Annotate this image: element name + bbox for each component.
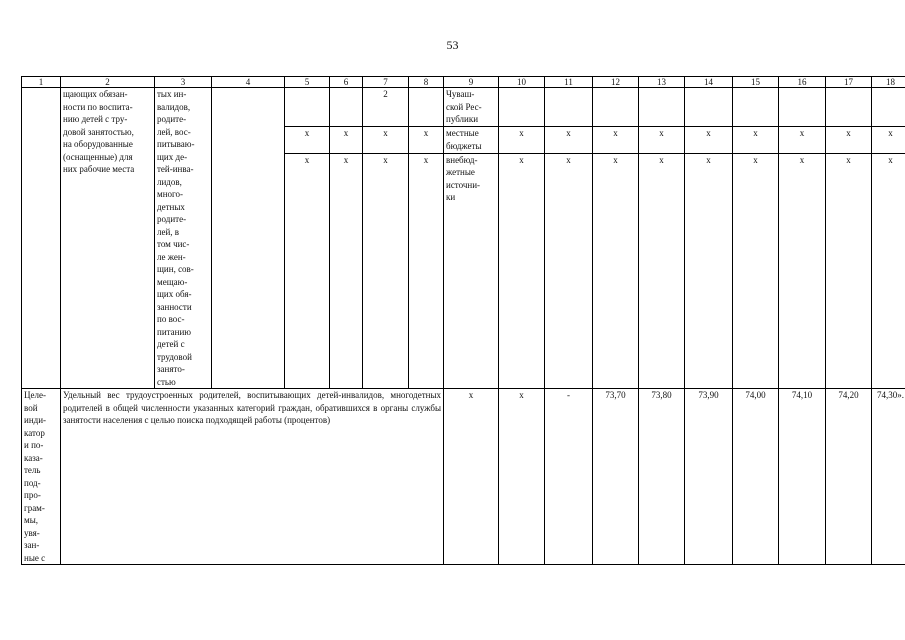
value-cell: x [363,127,409,153]
header-cell: 15 [733,77,779,88]
header-cell: 7 [363,77,409,88]
value-cell [779,88,826,127]
indicator-value-cell: 74,10 [779,389,826,565]
header-cell: 13 [639,77,685,88]
table-row [22,88,905,127]
header-cell: 10 [499,77,545,88]
value-cell [409,88,444,127]
value-cell: x [685,127,733,153]
value-cell: x [733,127,779,153]
indicator-value-cell: 73,90 [685,389,733,565]
value-cell: x [733,153,779,388]
value-cell [826,88,872,127]
header-cell: 14 [685,77,733,88]
empty-cell [22,88,61,389]
value-cell: x [639,127,685,153]
header-cell: 11 [545,77,593,88]
value-cell: x [499,389,545,565]
funding-source-cell: Чуваш- ской Рес- публики [444,88,499,127]
header-cell: 9 [444,77,499,88]
value-cell: x [409,127,444,153]
header-cell: 18 [872,77,905,88]
value-cell [545,88,593,127]
header-cell: 8 [409,77,444,88]
value-cell: x [444,389,499,565]
empty-cell [212,88,285,389]
header-cell: 16 [779,77,826,88]
value-cell [733,88,779,127]
indicator-value-cell: 74,30». [872,389,905,565]
value-cell: 2 [363,88,409,127]
value-cell: x [593,127,639,153]
value-cell: x [872,153,905,388]
funding-source-cell: местные бюджеты [444,127,499,153]
header-cell: 5 [285,77,330,88]
page-number: 53 [446,38,459,52]
program-table [21,76,905,565]
value-cell [285,88,330,127]
funding-source-cell: внебюд- жетные источни- ки [444,153,499,388]
value-cell: x [779,127,826,153]
value-cell: x [330,153,363,388]
value-cell: x [685,153,733,388]
value-cell: x [826,153,872,388]
value-cell [499,88,545,127]
header-cell: 12 [593,77,639,88]
value-cell: x [545,127,593,153]
value-cell [639,88,685,127]
indicator-label-cell: Целе- вой инди- катор и по- каза- тель под- про- грам- мы, увя- зан- ные с [22,389,61,565]
indicator-value-cell: 73,80 [639,389,685,565]
value-cell [593,88,639,127]
header-cell: 3 [155,77,212,88]
value-cell: x [545,153,593,388]
indicator-value-cell: 74,20 [826,389,872,565]
value-cell: x [330,127,363,153]
indicator-row [22,389,905,565]
header-cell: 2 [61,77,155,88]
header-row [22,77,905,88]
header-cell: 6 [330,77,363,88]
value-cell [872,88,905,127]
value-cell [330,88,363,127]
value-cell: x [593,153,639,388]
value-cell: x [826,127,872,153]
value-cell: - [545,389,593,565]
participants-cell: тых ин- валидов, родите- лей, вос- питываю- щих де- тей-инва- лидов, много- детных родите- лей, в том чис- ле жен- щин, сов- мещаю- щих обя- занности по вос- питанию детей с трудовой занято- стью [155,88,212,389]
value-cell: x [363,153,409,388]
event-description-cell: щающих обязан- ности по воспита- нию детей с тру- довой занятостью, на оборудованные (оснащенные) для них рабочие места [61,88,155,389]
header-cell: 4 [212,77,285,88]
value-cell: x [872,127,905,153]
value-cell: x [409,153,444,388]
value-cell: x [285,127,330,153]
value-cell: x [499,153,545,388]
indicator-description-cell: Удельный вес трудоустроенных родителей, воспитывающих детей-инвалидов, многодетных родителей в общей численности указанных категорий граждан, обратившихся в органы службы занятости населения с целью поиска подходящей работы (процентов) [61,389,444,565]
value-cell: x [779,153,826,388]
indicator-value-cell: 73,70 [593,389,639,565]
value-cell: x [499,127,545,153]
value-cell [685,88,733,127]
value-cell: x [639,153,685,388]
value-cell: x [285,153,330,388]
header-cell: 1 [22,77,61,88]
header-cell: 17 [826,77,872,88]
indicator-value-cell: 74,00 [733,389,779,565]
